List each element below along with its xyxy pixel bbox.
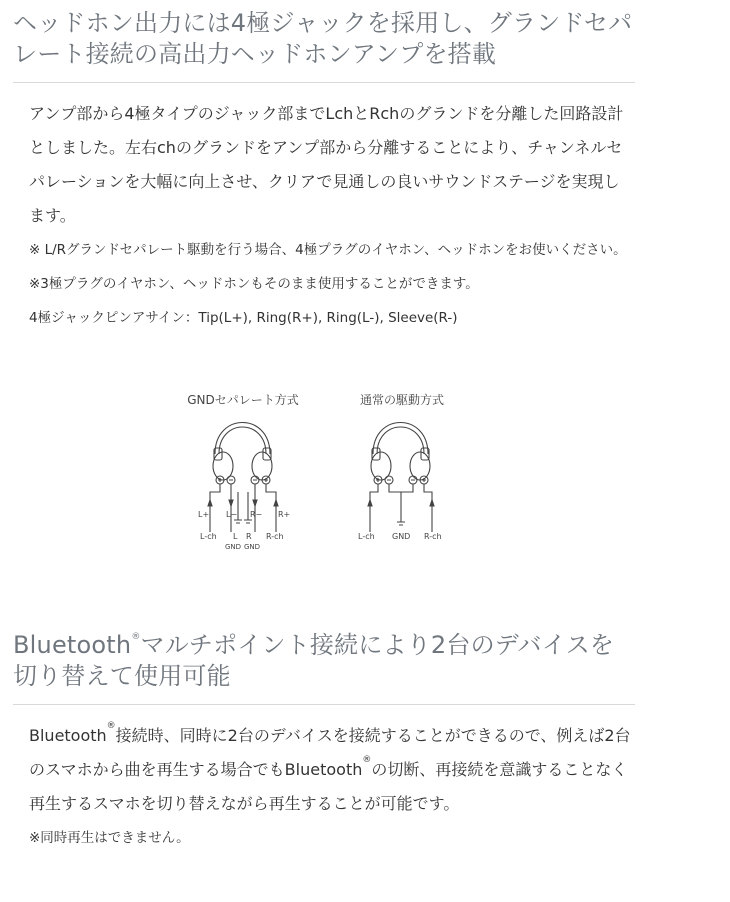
section-multipoint	[13, 630, 635, 855]
heading-part-1: Bluetooth	[13, 631, 132, 659]
headphone-icon	[208, 423, 278, 533]
label-rch-normal: R-ch	[424, 532, 442, 541]
registered-mark: ®	[106, 721, 116, 731]
note-3pole: ※3極プラグのイヤホン、ヘッドホンもそのまま使用することができます。	[29, 276, 479, 292]
label-gnd-r: GND	[244, 543, 261, 551]
wiring-diagram	[180, 382, 460, 562]
description-paragraph: アンプ部から4極タイプのジャック部までLchとRchのグランドを分離した回路設計としました。左右chのグランドをアンプ部から分離することにより、チャンネルセパレーションを大幅に向上させ、クリアで見通しの良いサウンドステージを実現します。	[29, 104, 624, 225]
label-l-plus: L+	[198, 510, 210, 519]
label-lch: L-ch	[200, 532, 217, 541]
normal-drive-title: 通常の駆動方式	[359, 393, 445, 407]
label-l-minus: L−	[226, 510, 238, 519]
gnd-separate-title: GNDセパレート方式	[187, 393, 299, 407]
text-part-1: Bluetooth	[29, 726, 107, 745]
label-gnd-normal: GND	[392, 532, 411, 541]
description-paragraph	[13, 719, 635, 821]
registered-mark: ®	[362, 755, 372, 765]
label-r-plus: R+	[278, 510, 291, 519]
label-l: L	[233, 532, 238, 541]
label-r: R	[246, 532, 252, 541]
note-lr-separate: ※ L/Rグランドセパレート駆動を行う場合、4極プラグのイヤホン、ヘッドホンをお使いください。	[29, 242, 627, 258]
section-heading	[13, 630, 635, 692]
label-rch: R-ch	[266, 532, 284, 541]
text-part-2: 接続時、同時に2台のデバイスを接続することができるので、例えば2台のスマホから曲を再生する場合でもBluetooth	[29, 726, 631, 779]
note-no-simultaneous: ※同時再生はできません。	[29, 830, 190, 846]
label-lch-normal: L-ch	[358, 532, 375, 541]
section-heading: ヘッドホン出力には4極ジャックを採用し、グランドセパレート接続の高出力ヘッドホンアンプを搭載	[13, 9, 633, 68]
text-part-3: の切断、再接続を意識することなく再生するスマホを切り替えながら再生することが可能です。	[29, 760, 628, 813]
label-gnd-l: GND	[225, 543, 242, 551]
section-headphone-output	[13, 8, 635, 335]
pin-assignment: 4極ジャックピンアサイン：Tip(L+), Ring(R+), Ring(L-), Sleeve(R-)	[29, 310, 458, 326]
headphone-icon	[368, 423, 434, 533]
heading-part-2: マルチポイント接続により2台のデバイスを切り替えて使用可能	[13, 631, 615, 690]
label-r-minus: R−	[250, 510, 263, 519]
registered-mark: ®	[131, 632, 141, 642]
